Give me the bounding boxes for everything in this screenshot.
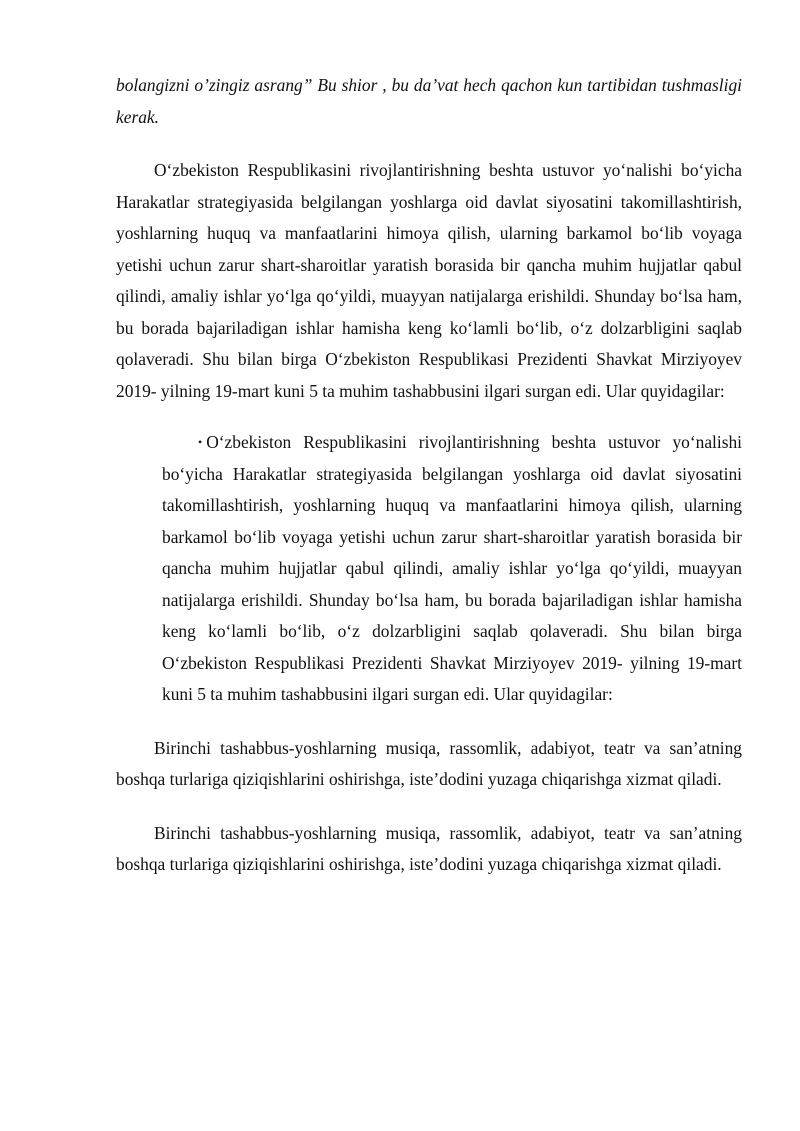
bullet-item-text: O‘zbekiston Respublikasini rivojlantirishning beshta ustuvor yo‘nalishi bo‘yicha Harakatlar strategiyasida belgilangan yoshlarga oid davlat siyosatini takomillashtirish, yoshlarning huquq va manfaatlarini himoya qilish, ularning barkamol bo‘lib voyaga yetishi uchun zarur shart-sharoitlar yaratish borasida bir qancha muhim hujjatlar qabul qilindi, amaliy ishlar yo‘lga qo‘yildi, muayyan natijalarga erishildi. Shunday bo‘lsa ham, bu borada bajariladigan ishlar hamisha keng ko‘lamli bo‘lib, o‘z dolzarbligini saqlab qolaveradi. Shu bilan birga O‘zbekiston Respublikasi Prezidenti Shavkat Mirziyoyev 2019- yilning 19-mart kuni 5 ta muhim tashabbusini ilgari surgan edi. Ular quyidagilar:	[162, 432, 742, 704]
bullet-list-item	[162, 427, 742, 711]
paragraph-first-initiative: Birinchi tashabbus-yoshlarning musiqa, rassomlik, adabiyot, teatr va san’atning boshqa turlariga qiziqishlarini oshirishga, iste’dodini yuzaga chiqarishga xizmat qiladi.	[116, 737, 742, 789]
bullet-icon: •	[198, 435, 203, 449]
paragraph-slogan: bolangizni o’zingiz asrang” Bu shior , bu da’vat hech qachon kun tartibidan tushmasligi kerak.	[116, 75, 742, 127]
paragraph-strategy: O‘zbekiston Respublikasini rivojlantirishning beshta ustuvor yo‘nalishi bo‘yicha Harakatlar strategiyasida belgilangan yoshlarga oid davlat siyosatini takomillashtirish, yoshlarning huquq va manfaatlarini himoya qilish, ularning barkamol bo‘lib voyaga yetishi uchun zarur shart-sharoitlar yaratish borasida bir qancha muhim hujjatlar qabul qilindi, amaliy ishlar yo‘lga qo‘yildi, muayyan natijalarga erishildi. Shunday bo‘lsa ham, bu borada bajariladigan ishlar hamisha keng ko‘lamli bo‘lib, o‘z dolzarbligini saqlab qolaveradi. Shu bilan birga O‘zbekiston Respublikasi Prezidenti Shavkat Mirziyoyev 2019- yilning 19-mart kuni 5 ta muhim tashabbusini ilgari surgan edi. Ular quyidagilar:	[116, 160, 742, 401]
paragraph-first-initiative-repeat: Birinchi tashabbus-yoshlarning musiqa, rassomlik, adabiyot, teatr va san’atning boshqa turlariga qiziqishlarini oshirishga, iste’dodini yuzaga chiqarishga xizmat qiladi.	[116, 822, 742, 874]
